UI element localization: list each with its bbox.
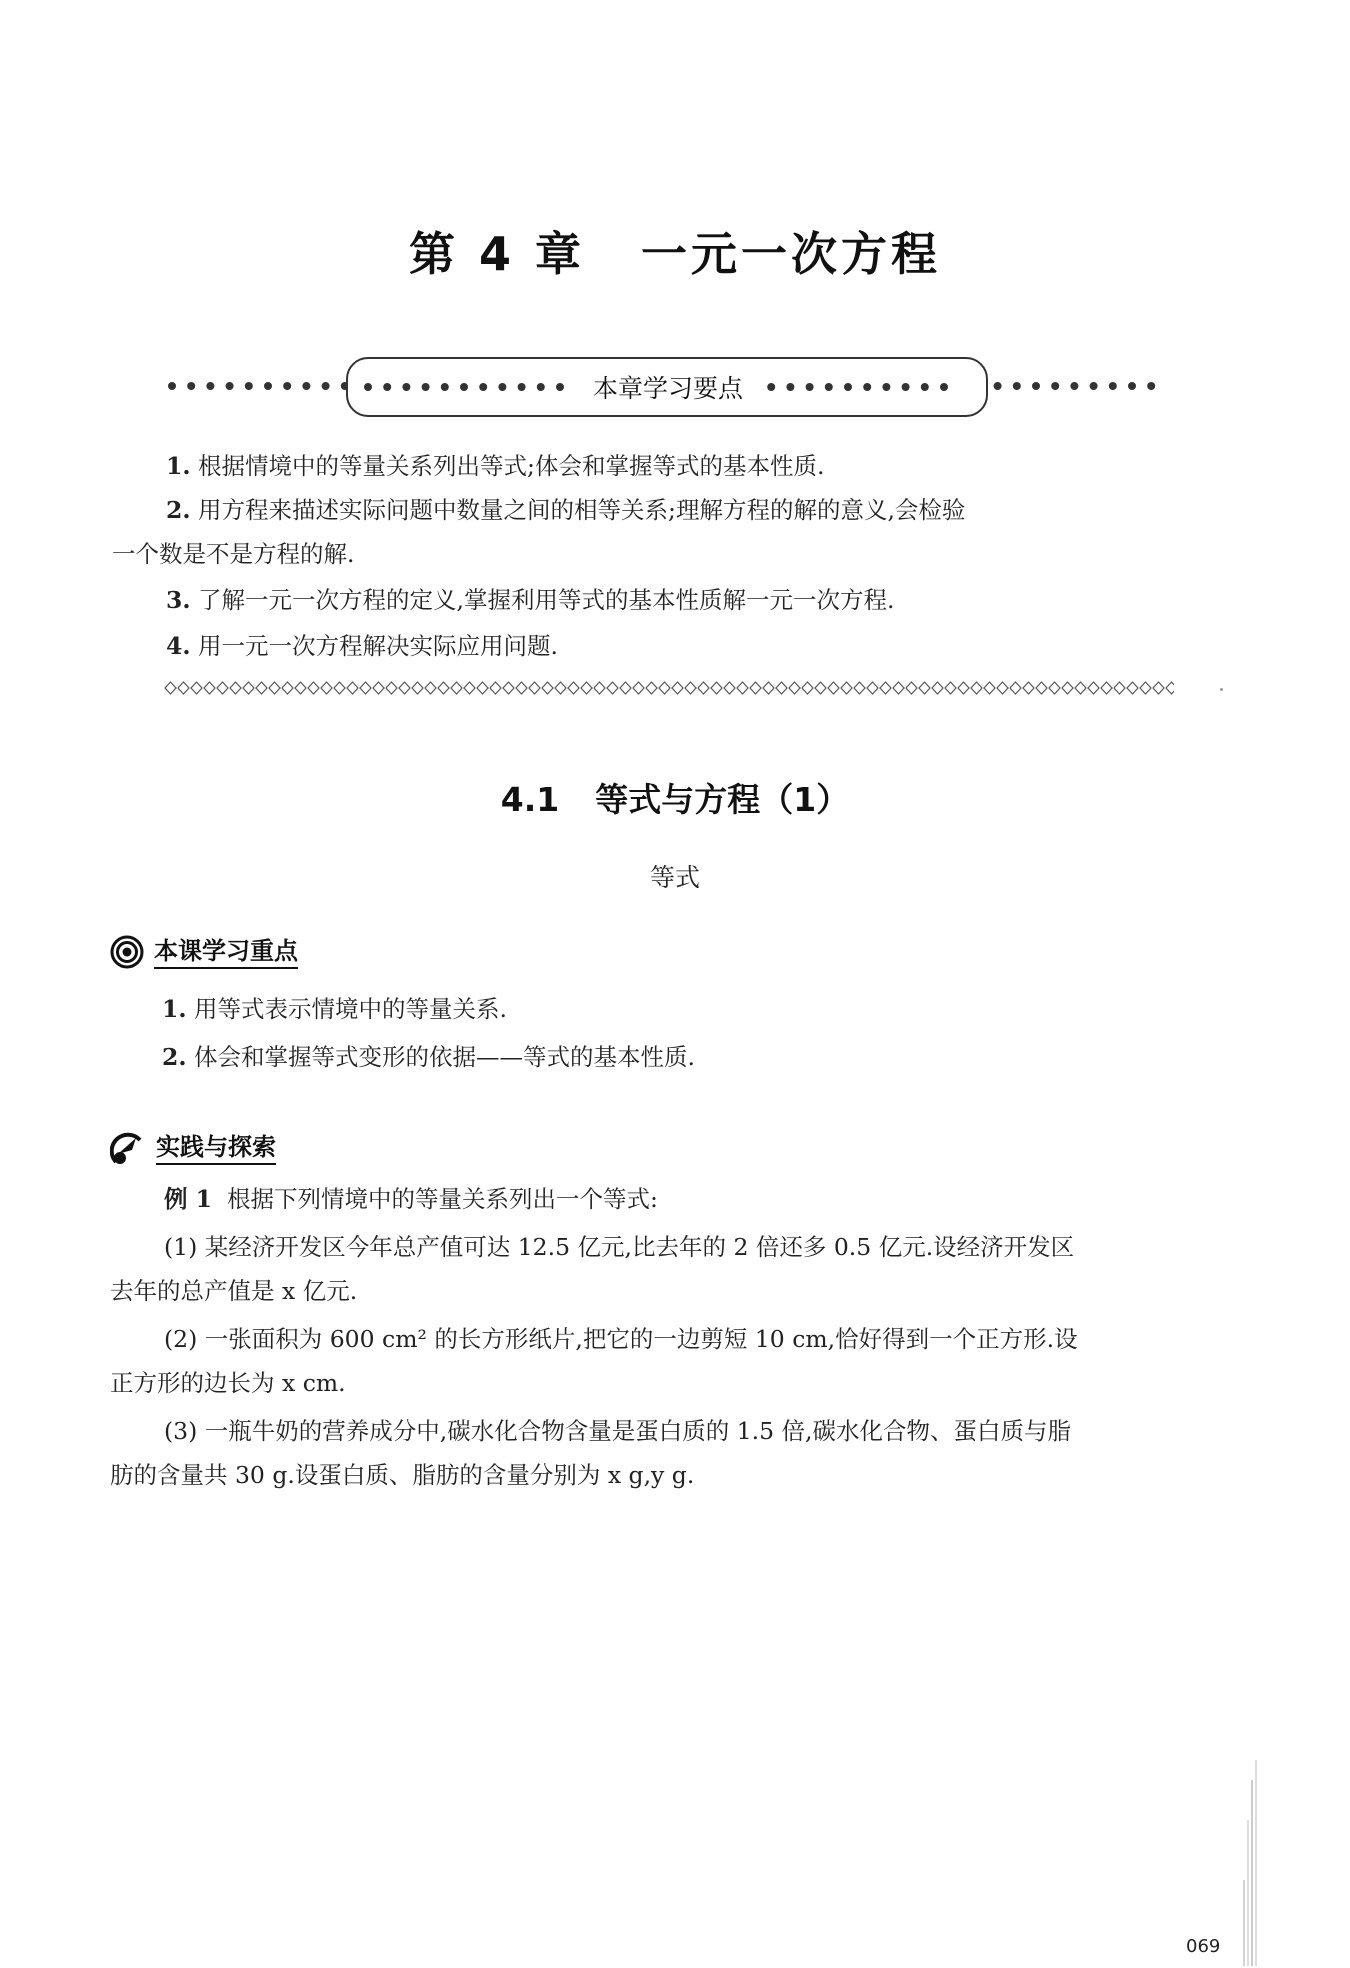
item-number: 2.	[162, 1043, 187, 1071]
key-point-4	[166, 622, 1176, 670]
problem-3-line-1: (3) 一瓶牛奶的营养成分中,碳水化合物含量是蛋白质的 1.5 倍,碳水化合物、蛋白质与脂	[164, 1417, 1072, 1445]
key-point-1	[166, 442, 1176, 490]
lesson-focus-item-2	[162, 1038, 1212, 1072]
problem-2-line-1: (2) 一张面积为 600 cm² 的长方形纸片,把它的一边剪短 10 cm,恰好得到一个正方形.设	[164, 1325, 1078, 1353]
item-text: 用一元一次方程解决实际应用问题.	[198, 632, 559, 660]
item-number: 1.	[162, 995, 187, 1023]
item-text: 根据情境中的等量关系列出等式;体会和掌握等式的基本性质.	[198, 452, 825, 480]
problem-3-line-2: 肪的含量共 30 g.设蛋白质、脂肪的含量分别为 x g,y g.	[110, 1461, 695, 1489]
item-number: 1.	[166, 452, 191, 480]
key-point-3	[166, 576, 1176, 624]
item-text: 用方程来描述实际问题中数量之间的相等关系;理解方程的解的意义,会检验	[198, 496, 966, 524]
practice-label: 实践与探索	[156, 1132, 276, 1165]
speck	[1220, 688, 1223, 691]
page-number: 069	[1186, 1936, 1221, 1957]
item-text: 了解一元一次方程的定义,掌握利用等式的基本性质解一元一次方程.	[198, 586, 895, 614]
item-number: 3.	[166, 586, 191, 614]
page-edge-lines	[1242, 1760, 1262, 1966]
item-number: 4.	[166, 632, 191, 660]
section-title	[0, 774, 1350, 821]
section-name: 等式与方程（1）	[595, 780, 850, 819]
diamond-rule	[164, 678, 1174, 698]
lesson-focus-heading	[110, 932, 298, 972]
item-number: 2.	[166, 496, 191, 524]
practice-heading	[110, 1128, 276, 1168]
example-label: 例 1	[164, 1185, 213, 1213]
problem-2-line-2: 正方形的边长为 x cm.	[110, 1369, 346, 1397]
example-1	[164, 1176, 1230, 1222]
lesson-focus-label: 本课学习重点	[154, 936, 298, 969]
item-text: 用等式表示情境中的等量关系.	[194, 995, 508, 1023]
key-points-label: 本章学习要点	[574, 369, 762, 405]
problem-1-line-1: (1) 某经济开发区今年总产值可达 12.5 亿元,比去年的 2 倍还多 0.5 亿元.设经济开发区	[164, 1233, 1075, 1261]
item-text: 体会和掌握等式变形的依据——等式的基本性质.	[194, 1043, 696, 1071]
target-icon	[110, 935, 144, 969]
subsection-title: 等式	[649, 863, 700, 892]
explore-icon	[110, 1130, 146, 1166]
problem-1-line-2: 去年的总产值是 x 亿元.	[110, 1277, 358, 1305]
chapter-title	[0, 218, 1350, 284]
section-number: 4.1	[500, 780, 560, 819]
key-point-2-continuation: 一个数是不是方程的解.	[112, 540, 355, 568]
chapter-number: 第 4 章	[408, 227, 586, 281]
example-text: 根据下列情境中的等量关系列出一个等式:	[227, 1185, 658, 1213]
key-point-2	[166, 486, 1176, 534]
chapter-name: 一元一次方程	[641, 227, 942, 281]
lesson-focus-item-1	[162, 990, 1212, 1024]
